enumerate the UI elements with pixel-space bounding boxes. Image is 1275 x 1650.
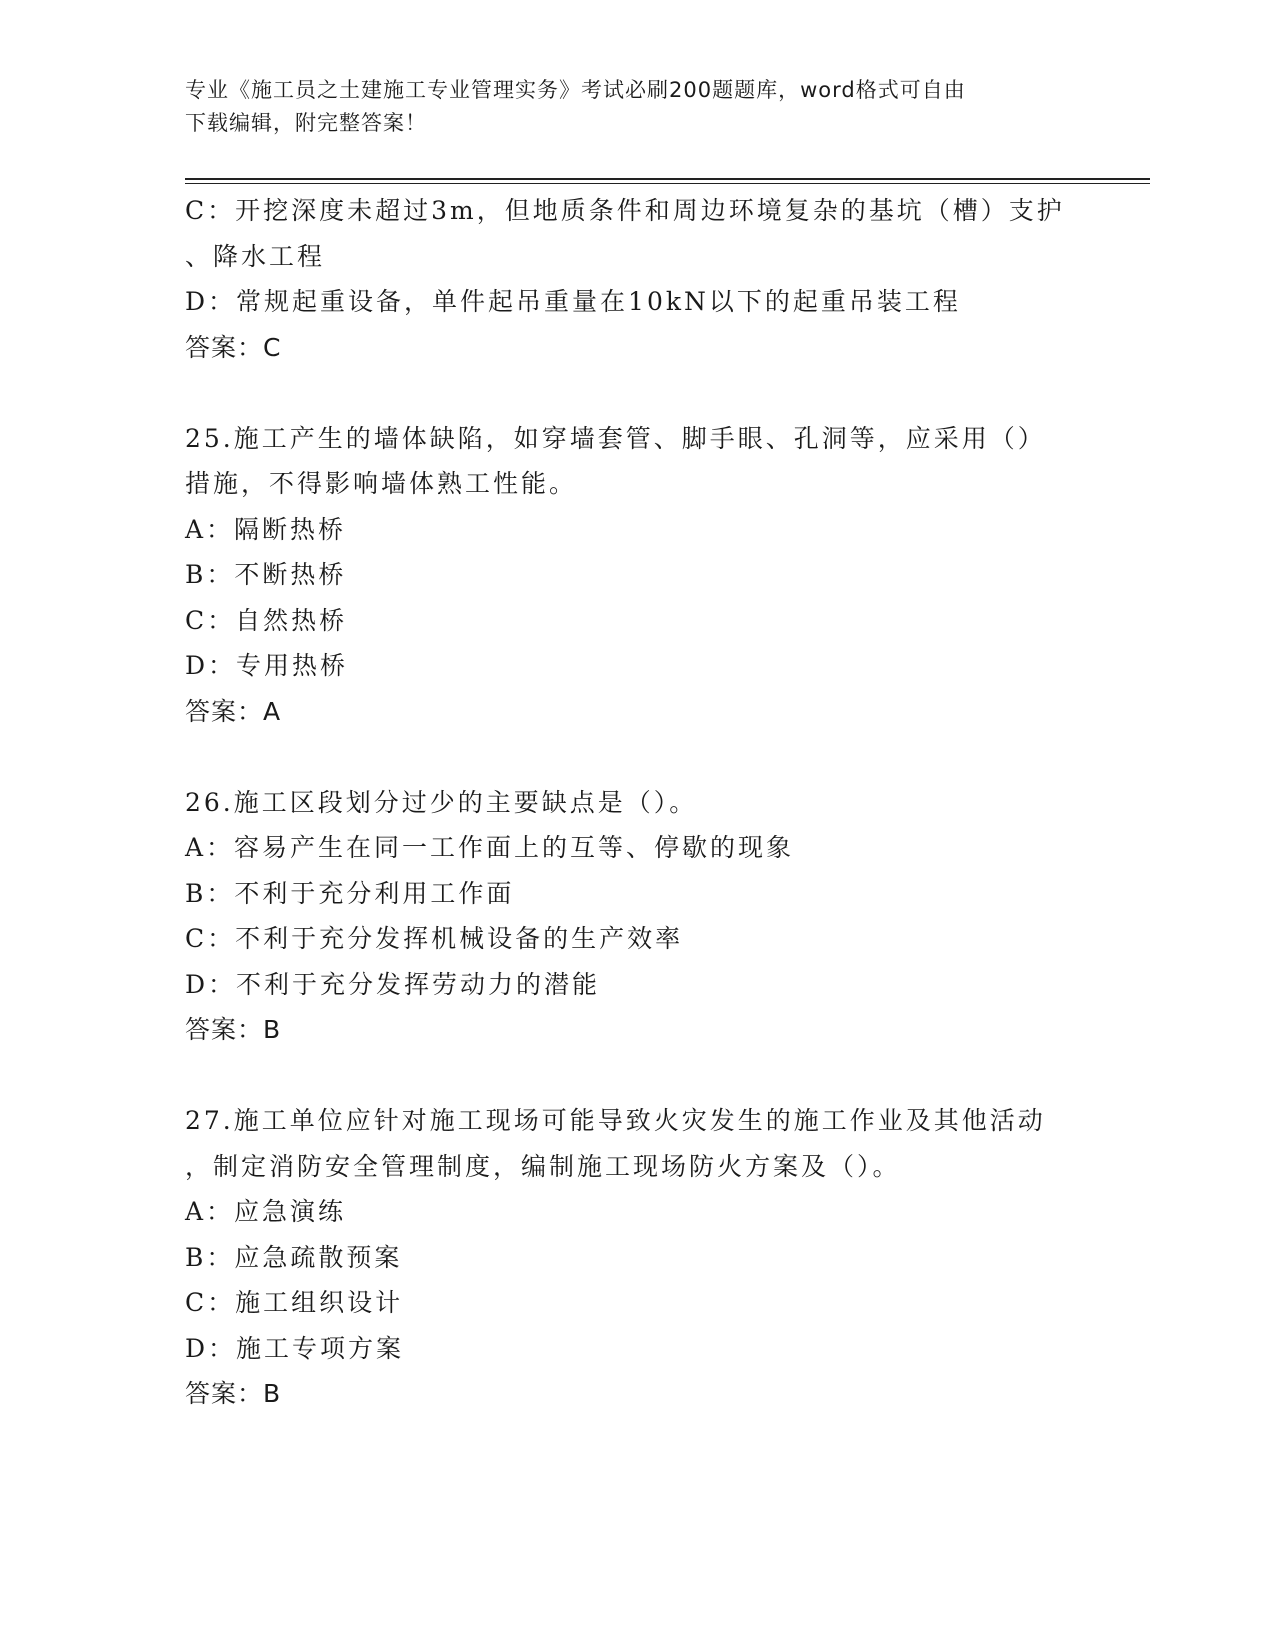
option-d: D：不利于充分发挥劳动力的潜能 [185,969,601,999]
question-stem-continued: ，制定消防安全管理制度，编制施工现场防火方案及（）。 [185,1151,901,1181]
question-stem: 26.施工区段划分过少的主要缺点是（）。 [185,787,698,817]
header-line-1: 专业《施工员之土建施工专业管理实务》考试必刷200题题库，word格式可自由 [185,78,966,102]
option-c-continued: 、降水工程 [185,241,326,271]
answer-label: 答案：B [185,1379,282,1408]
document-header [185,74,1085,140]
header-divider-thin [185,183,1150,184]
option-c: C：施工组织设计 [185,1288,404,1317]
answer-label: 答案：B [185,1015,282,1044]
question-stem: 25.施工产生的墙体缺陷，如穿墙套管、脚手眼、孔洞等，应采用（） [185,423,1046,453]
option-b: B：不利于充分利用工作面 [185,878,515,908]
option-d: D：专用热桥 [185,651,349,680]
option-a: A：隔断热桥 [185,514,347,544]
option-b: B：不断热桥 [185,560,347,589]
option-a: A：容易产生在同一工作面上的互等、停歇的现象 [185,833,795,862]
carry-over-question [185,188,1085,370]
option-a: A：应急演练 [185,1197,347,1226]
answer-label: 答案：A [185,696,282,726]
question-25 [185,416,1085,735]
question-27 [185,1098,1085,1417]
option-c: C：自然热桥 [185,605,348,635]
question-content [185,188,1085,1417]
header-divider-thick [185,178,1150,180]
question-26 [185,780,1085,1053]
question-stem: 27.施工单位应针对施工现场可能导致火灾发生的施工作业及其他活动 [185,1106,1046,1135]
question-stem-continued: 措施，不得影响墙体熟工性能。 [185,469,578,498]
header-line-2: 下载编辑，附完整答案！ [185,111,427,135]
option-d: D：常规起重设备，单件起吊重量在10kN以下的起重吊装工程 [185,287,961,316]
answer-label: 答案：C [185,332,282,362]
option-c: C：不利于充分发挥机械设备的生产效率 [185,924,684,953]
option-d: D：施工专项方案 [185,1333,405,1363]
option-b: B：应急疏散预案 [185,1242,403,1272]
option-c: C：开挖深度未超过3m，但地质条件和周边环境复杂的基坑（槽）支护 [185,196,1065,225]
